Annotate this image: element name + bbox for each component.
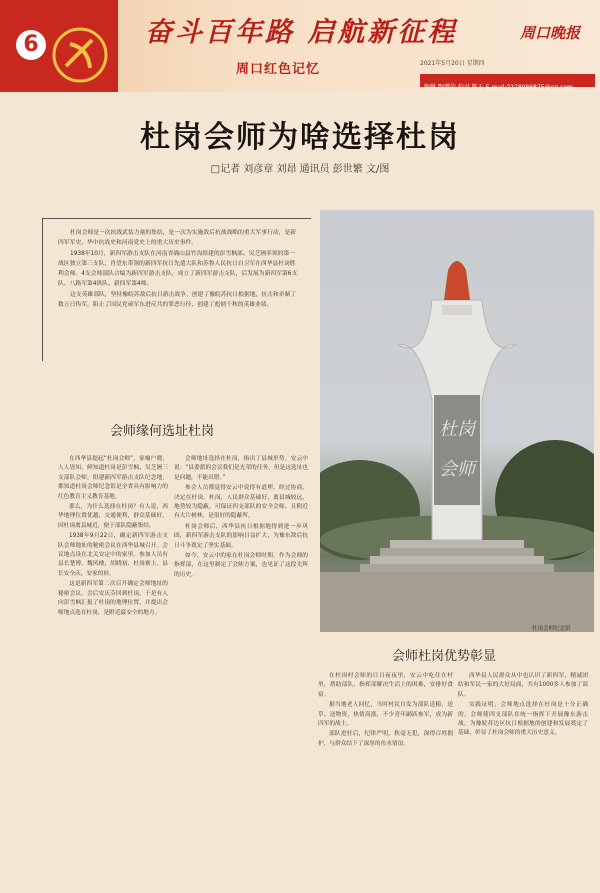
body-paragraph: 在西华县提起“杜岗会师”，家喻户晓，人人皆知。鲜知道杜岗是彭雪枫、吴芝圃三支部队会师，组建新四军游击支队纪念地，都知道杜岗会师纪念馆是全省具有影响力的红色教育主义教育基地。: [58, 456, 168, 500]
intro-text: [58, 228, 298, 310]
dateline: 2021年5月20日 星期四: [420, 60, 485, 67]
intro-paragraph: 这支英雄部队，坚持豫皖苏敌后抗日游击战争，创建了豫皖苏抗日根据地，抗击和牵制了数万日伪军，阻止了国民党顽军东进反共的罪恶行径，创建了彪炳千秋的英雄业绩。: [58, 291, 297, 309]
page-number: 6: [16, 30, 46, 60]
section-heading: 会师缘何选址杜岗: [110, 424, 215, 439]
body-paragraph: 1938年9月22日，确定新四军游击支队会师地址的秘密会议在西华县城召开。会议地点设在北关安定中的家里。参加人员有县长楚博、魏风楼、胡晓初、杜岗寨主、县长安全庆，安家的转。: [58, 533, 168, 577]
body-column: [58, 455, 168, 619]
body-paragraph: 实践证明，会师地点选择在杜岗是十分正确的。会师使四支部队在统一指挥下开展豫东游击战，为豫皖苏边区抗日根据地的创建和发展奠定了基础，彰显了杜岗会师的重大历史意义。: [458, 702, 588, 737]
body-column: [318, 672, 453, 750]
body-paragraph: 会师地址选择在杜岗，指出了县城形势。安云中说：“县委派的会议我们是光荣的任务，但是这选址也是问题，不能出错。”: [174, 456, 308, 481]
svg-text:会师: 会师: [439, 459, 475, 480]
body-paragraph: 杜岗会师后，西华县抗日根据地得到进一步巩固，新四军游击支队的影响日益扩大，为豫东敌后抗日斗争奠定了坚实基础。: [174, 523, 308, 549]
article-title: 杜岗会师为啥选择杜岗: [140, 120, 460, 155]
body-paragraph: 那么，为什么选择在杜岗？有人说，西华地理位置优越，交通便利，群众基础好，因杜岗离县城近，便于部队隐蔽集结。: [58, 504, 168, 529]
body-paragraph: 据当地老人回忆，当时村民自发为部队送粮、送草、送物资，热情高涨，不少青年踊跃参军，成为新四军的战士。: [318, 702, 453, 728]
body-paragraph: 部队进驻后，纪律严明，秋毫无犯，深得百姓拥护，与群众结下了深厚的鱼水情谊。: [318, 731, 453, 747]
editor-info: 编辑 陶增荣 校对 陈正 E-mail:2278986875@qq.com: [424, 84, 573, 91]
column-title: 周口红色记忆: [236, 62, 321, 77]
body-paragraph: 如今，安云中的家在杜岗会师时期，作为会师的指挥部，在这里制定了会师方案，也见证了这段光辉的历史。: [174, 553, 308, 578]
svg-text:杜岗: 杜岗: [439, 419, 475, 440]
series-slogan: 奋斗百年路 启航新征程: [145, 17, 458, 48]
editor-ribbon: [420, 74, 595, 91]
body-column: [458, 672, 588, 740]
intro-paragraph: 1938年10月，新四军游击支队在河南省确山县竹沟组建的彭雪枫部、吴芝圃率领的第一战区独立第三支队、肖望东带领的新四军抗日先遣大队和苏鲁人民抗日自卫军在西华县杜岗胜利会师。4支会师部队合编为新四军游击支队，成立了新四军游击支队，后发展为新四军第6支队、八路军第4纵队、新四军第4师。: [58, 250, 298, 288]
body-column: [174, 455, 308, 581]
byline: □记者 刘彦章 刘昂 通讯员 彭世繁 文/图: [210, 164, 390, 175]
memorial-monument-illustration: [320, 210, 594, 632]
intro-paragraph: 杜岗会师是一次抗战武装力量的集结，是一次为实施敌后抗战战略的重大军事行动，是新四军军史、华中抗战史和河南党史上的重大历史事件。: [58, 230, 297, 247]
body-paragraph: 参会人员都觉得安云中说得有道理，经过协商，决定在杜岗。杜岗，人民群众基础好，离县城较远，地势较为隐蔽，可保证四支部队的安全会师，且附近有大片树林，是很好的隐蔽所。: [174, 485, 308, 520]
body-paragraph: 西华县人民群众从中也认识了新四军，精诚团结和军民一家的大好局面，共有1000多人参加了部队。: [458, 673, 588, 698]
body-paragraph: 这是新四军第二次召开确定会师地址的秘密会议。会后安庆芬回到杜岗。于是有人向彭雪枫汇报了杜岗的地理位置，并提出会师地点选在杜岗，是附近最安全的地方。: [58, 581, 168, 616]
body-paragraph: 在杜岗村会师的日日夜夜里，安云中吃住在村里，帮助部队、指挥部解决生活上的困难，安排好食宿。: [318, 673, 453, 698]
section-heading: 会师杜岗优势彰显: [392, 649, 497, 664]
masthead-logo: 周口晚报: [520, 24, 581, 42]
photo-caption: 杜岗会师纪念馆: [532, 626, 571, 632]
memorial-photo: [320, 210, 594, 632]
